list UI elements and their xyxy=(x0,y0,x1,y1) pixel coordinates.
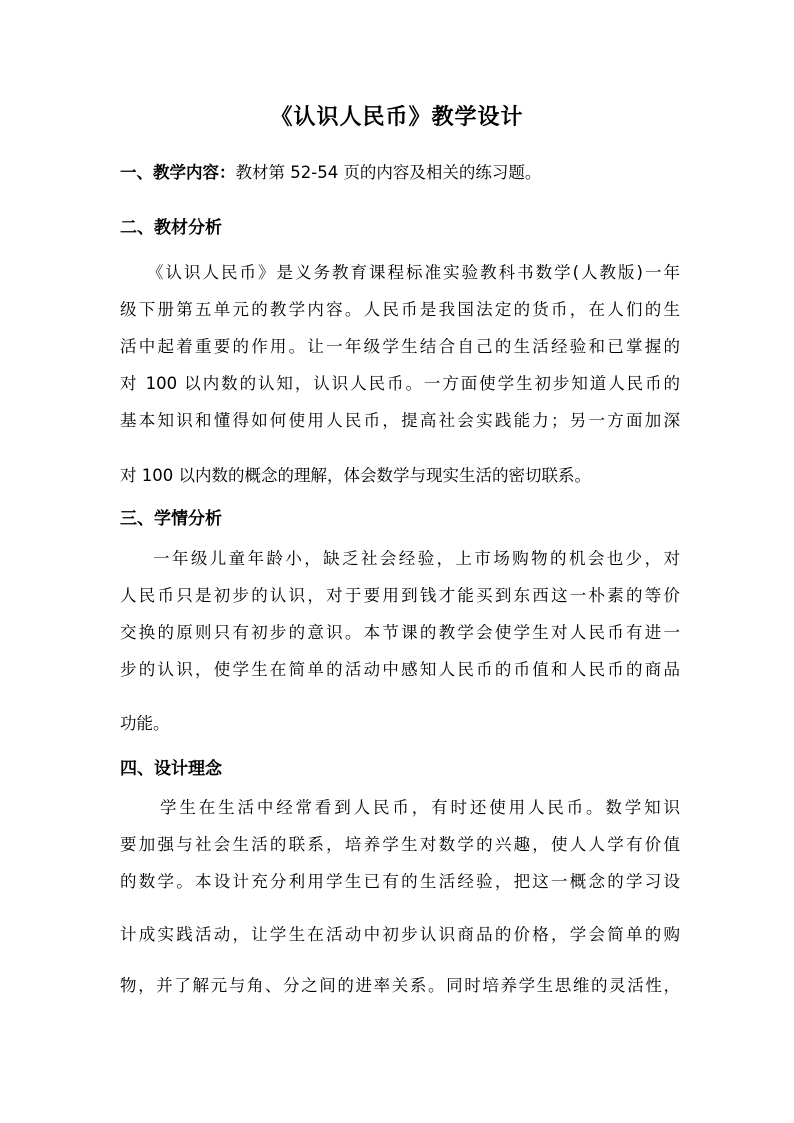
section-4-line: 物，并了解元与角、分之间的进率关系。同时培养学生思维的灵活性， xyxy=(120,976,680,995)
section-2-heading: 二、教材分析 xyxy=(120,218,222,238)
section-3-heading: 三、学情分析 xyxy=(120,509,222,529)
section-1-label: 一、教学内容： xyxy=(120,163,236,182)
section-3-line: 步的认识，使学生在简单的活动中感知人民币的币值和人民币的商品 xyxy=(120,660,680,679)
section-4-heading: 四、设计理念 xyxy=(120,759,222,779)
section-1-text: 教材第 52-54 页的内容及相关的练习题。 xyxy=(235,163,542,182)
section-2-line: 《认识人民币》是义务教育课程标准实验教科书数学(人教版)一年 xyxy=(147,263,680,282)
section-3-line: 交换的原则只有初步的意识。本节课的教学会使学生对人民币有进一 xyxy=(120,623,680,642)
section-2-line: 级下册第五单元的教学内容。人民币是我国法定的货币，在人们的生 xyxy=(120,300,680,319)
section-4-line: 计成实践活动，让学生在活动中初步认识商品的价格，学会简单的购 xyxy=(120,925,680,944)
section-3-line: 功能。 xyxy=(120,714,170,733)
section-2-line: 对 100 以内数的概念的理解，体会数学与现实生活的密切联系。 xyxy=(120,466,591,485)
section-3-line: 人民币只是初步的认识，对于要用到钱才能买到东西这一朴素的等价 xyxy=(120,586,680,605)
section-3-line: 一年级儿童年龄小，缺乏社会经验，上市场购物的机会也少，对 xyxy=(153,549,680,568)
page-title: 《认识人民币》教学设计 xyxy=(270,105,524,130)
section-1-line xyxy=(120,161,680,185)
section-4-line: 的数学。本设计充分利用学生已有的生活经验，把这一概念的学习设 xyxy=(120,872,680,891)
section-2-line: 对 100 以内数的认知，认识人民币。一方面使学生初步知道人民币的 xyxy=(120,374,680,393)
section-4-line: 学生在生活中经常看到人民币，有时还使用人民币。数学知识 xyxy=(160,798,680,817)
section-2-line: 基本知识和懂得如何使用人民币，提高社会实践能力；另一方面加深 xyxy=(120,411,680,430)
section-2-line: 活中起着重要的作用。让一年级学生结合自己的生活经验和已掌握的 xyxy=(120,337,680,356)
section-4-line: 要加强与社会生活的联系，培养学生对数学的兴趣，使人人学有价值 xyxy=(120,835,680,854)
